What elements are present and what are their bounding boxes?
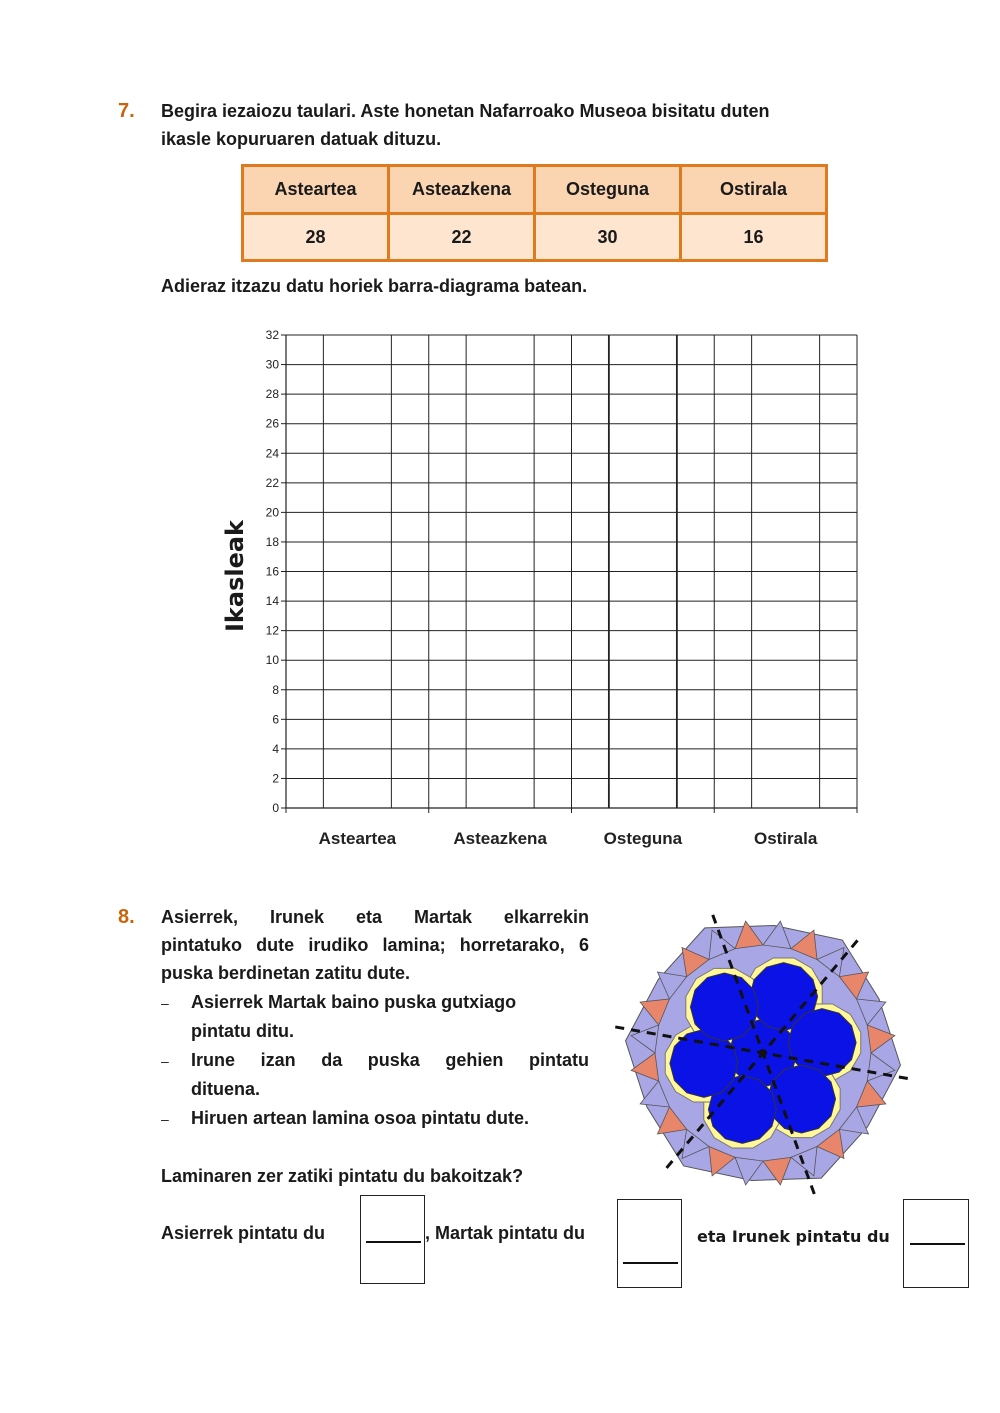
x-tick-label: Ostirala — [753, 829, 818, 848]
visitors-table — [241, 164, 828, 262]
dash-icon: – — [161, 1111, 169, 1127]
table-header-row — [243, 166, 827, 214]
y-tick-label: 22 — [265, 475, 279, 490]
y-tick-label: 14 — [265, 594, 279, 609]
fraction-bar — [366, 1241, 421, 1243]
fraction-answer-box-martak[interactable] — [617, 1199, 682, 1288]
fraction-answer-box-irunek[interactable] — [903, 1199, 969, 1288]
question-7-number: 7. — [118, 100, 135, 122]
answer-label-asierrek: Asierrek pintatu du — [161, 1223, 326, 1243]
fraction-bar — [910, 1243, 965, 1245]
bullet-text: pintatu ditu. — [191, 1021, 294, 1041]
table-header-cell: Osteguna — [535, 166, 681, 214]
table-header-cell: Asteartea — [243, 166, 389, 214]
table-header-cell: Asteazkena — [389, 166, 535, 214]
center-point — [759, 1049, 767, 1057]
y-tick-label: 0 — [272, 801, 279, 815]
table-header-cell: Ostirala — [681, 166, 827, 214]
y-tick-label: 30 — [265, 357, 279, 372]
y-tick-label: 32 — [265, 328, 279, 342]
y-tick-label: 16 — [265, 564, 279, 579]
question-8-line3: puska berdinetan zatitu dute. — [161, 963, 411, 983]
answer-label-irunek: eta Irunek pintatu du — [697, 1227, 890, 1246]
tiling-illustration — [608, 905, 928, 1205]
fraction-bar — [623, 1262, 678, 1264]
x-tick-label: Osteguna — [603, 829, 683, 848]
chart-ylabel: Ikasleak — [221, 519, 249, 633]
bullet-text: dituena. — [191, 1079, 261, 1099]
bar-chart[interactable] — [240, 325, 880, 865]
dash-icon: – — [161, 1053, 169, 1069]
y-tick-label: 24 — [265, 446, 279, 461]
answer-label-martak: , Martak pintatu du — [425, 1223, 586, 1243]
y-tick-label: 28 — [265, 387, 279, 402]
chart-instruction: Adieraz itzazu datu horiek barra-diagrama batean. — [161, 276, 588, 296]
x-tick-label: Asteazkena — [453, 829, 547, 848]
y-tick-label: 10 — [265, 653, 279, 668]
question-7-intro-line1: Begira iezaiozu taulari. Aste honetan Nafarroako Museoa bisitatu duten — [161, 101, 770, 121]
question-8-prompt: Laminaren zer zatiki pintatu du bakoitzak? — [161, 1166, 524, 1186]
table-value-cell: 28 — [243, 214, 389, 261]
y-tick-label: 6 — [272, 712, 279, 727]
dash-icon: – — [161, 995, 169, 1011]
y-tick-label: 12 — [265, 623, 279, 638]
table-value-cell: 16 — [681, 214, 827, 261]
y-tick-label: 8 — [272, 682, 279, 697]
bullet-text: Irune izan da puska gehien pintatu — [191, 1050, 589, 1070]
table-value-row — [243, 214, 827, 261]
y-tick-label: 18 — [265, 534, 279, 549]
question-7-intro-line2: ikasle kopuruaren datuak dituzu. — [161, 129, 442, 149]
table-value-cell: 22 — [389, 214, 535, 261]
y-tick-label: 20 — [265, 505, 279, 520]
x-tick-label: Asteartea — [318, 829, 397, 848]
y-tick-label: 26 — [265, 416, 279, 431]
y-tick-label: 2 — [272, 771, 279, 786]
question-8-line2: pintatuko dute irudiko lamina; horretarako, 6 — [161, 935, 589, 955]
fraction-answer-box-asierrek[interactable] — [360, 1195, 425, 1284]
y-tick-label: 4 — [272, 741, 279, 756]
question-8-line1: Asierrek, Irunek eta Martak elkarrekin — [161, 907, 589, 927]
table-value-cell: 30 — [535, 214, 681, 261]
bullet-text: Hiruen artean lamina osoa pintatu dute. — [191, 1108, 530, 1128]
question-8-number: 8. — [118, 906, 135, 928]
bullet-text: Asierrek Martak baino puska gutxiago — [191, 992, 517, 1012]
bullet-list — [161, 988, 589, 1138]
